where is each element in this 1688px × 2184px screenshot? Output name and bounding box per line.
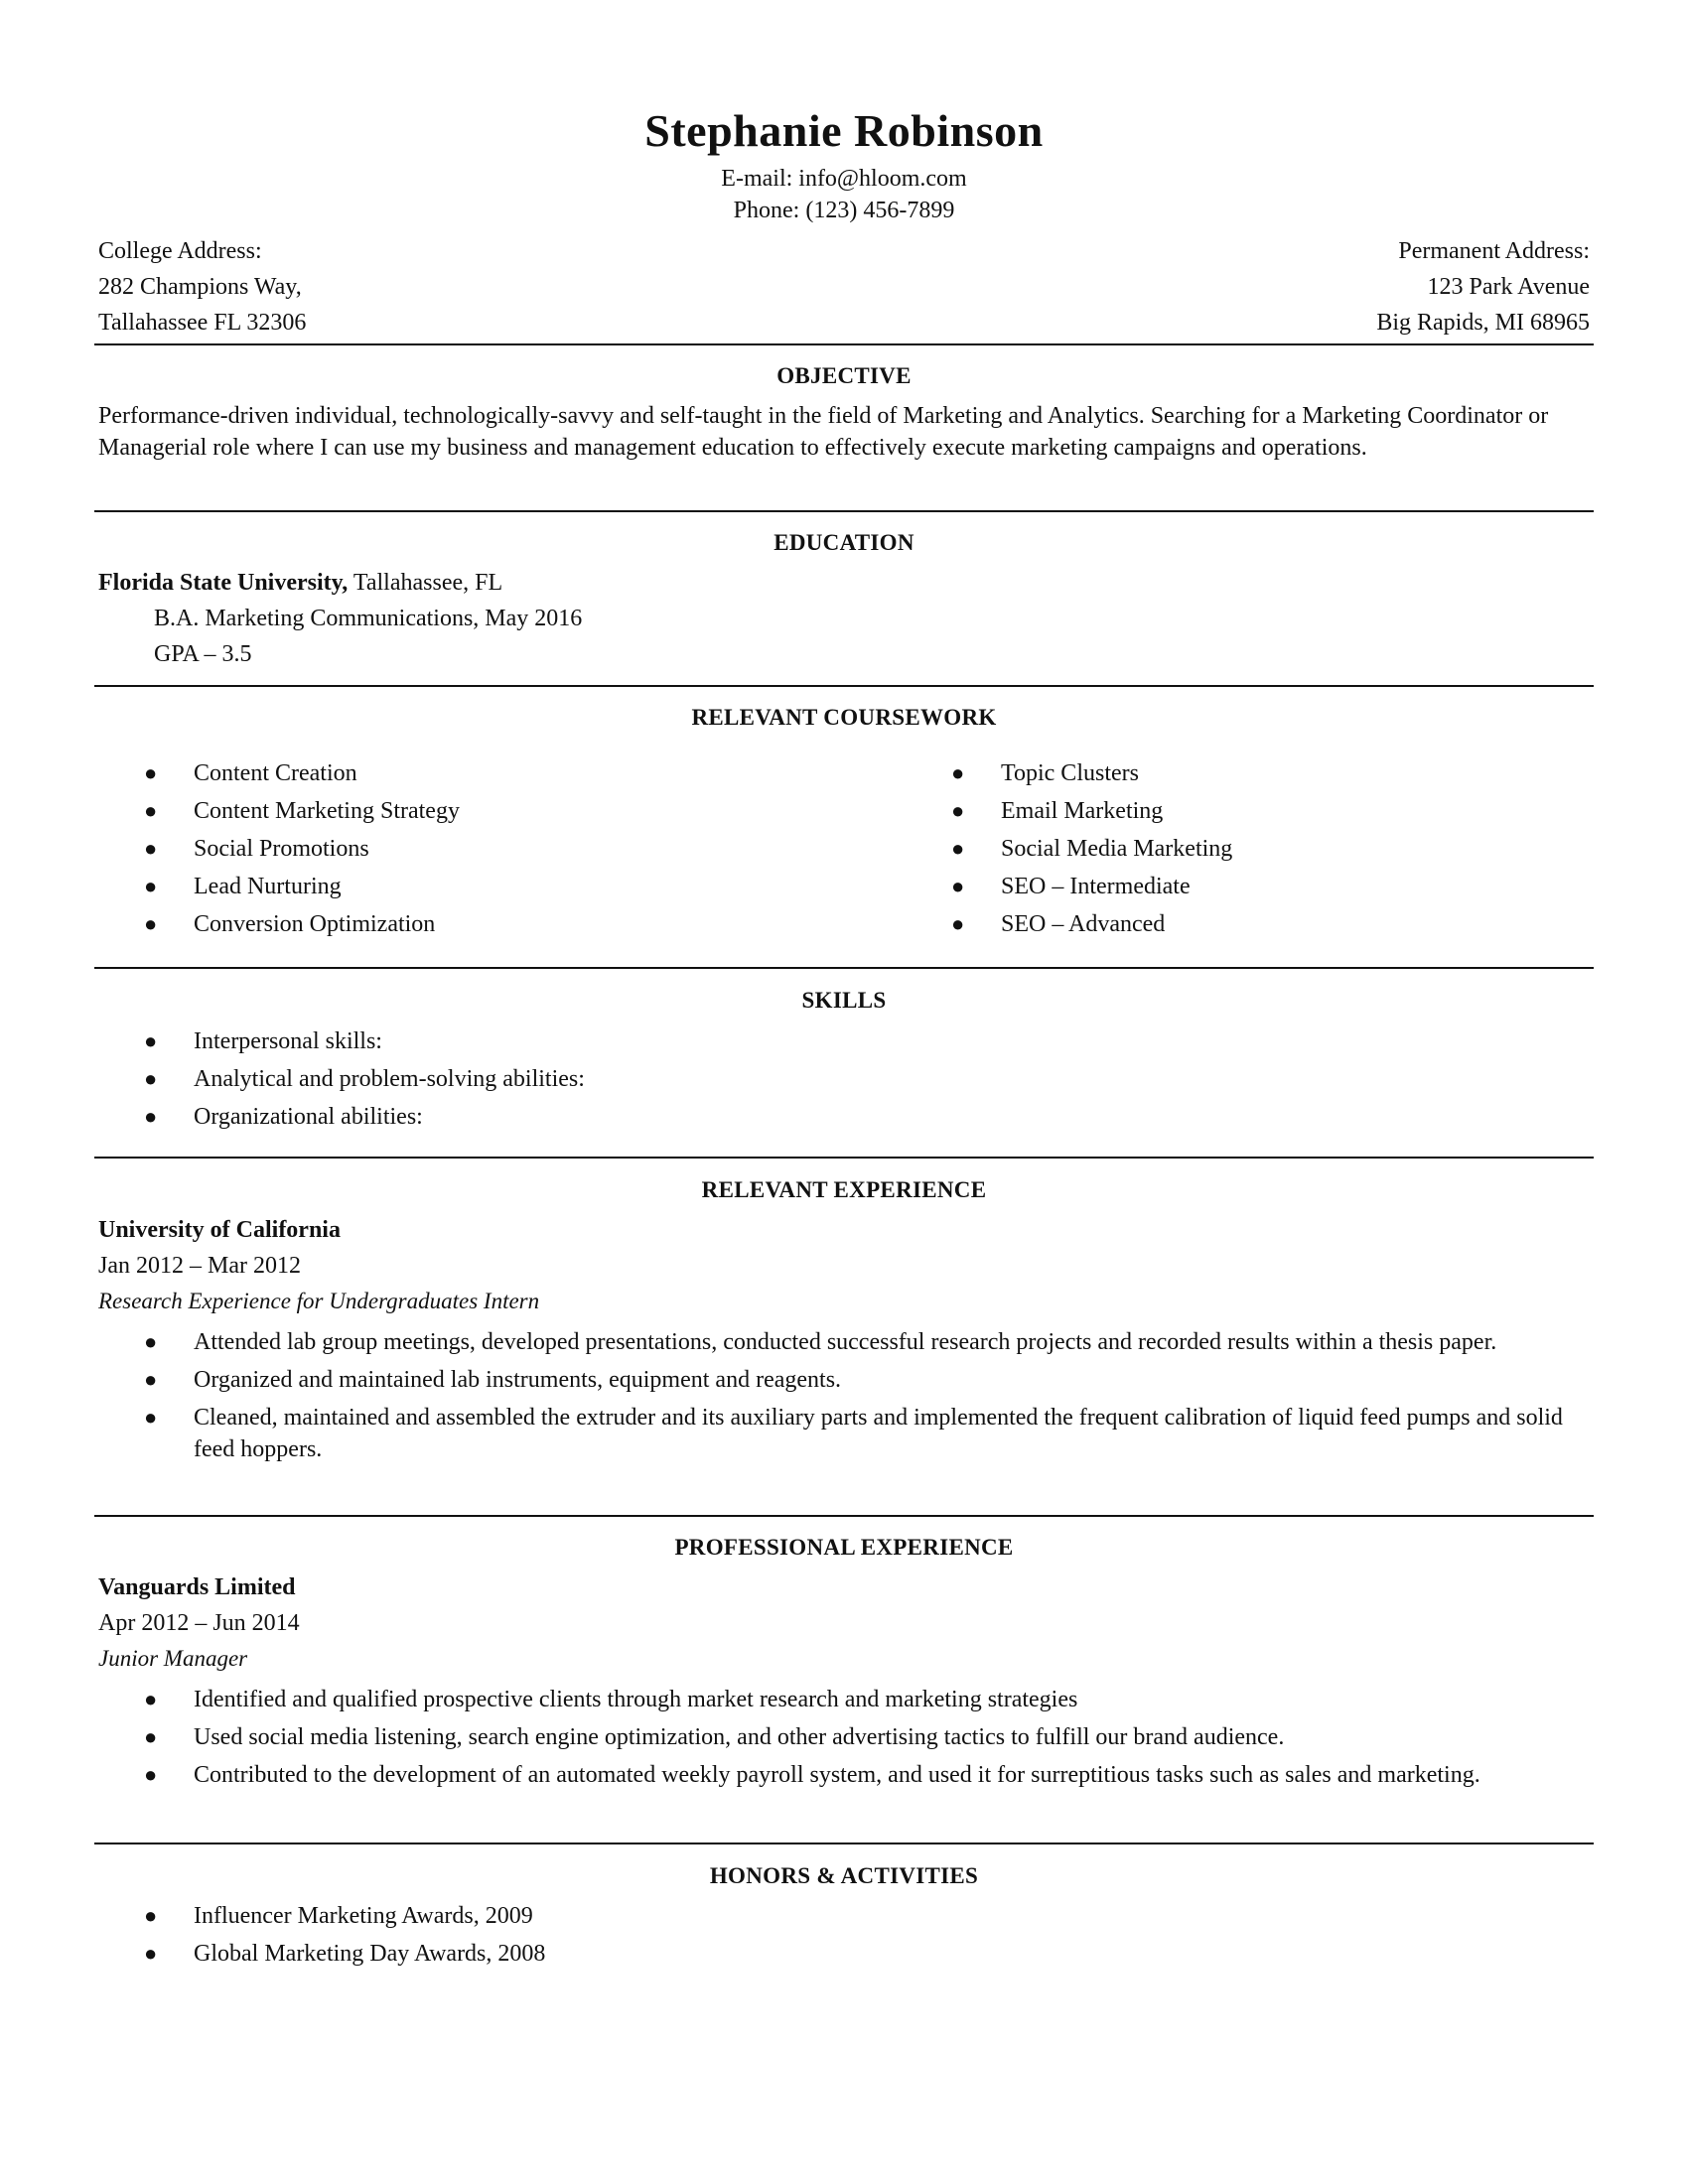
employment-dates: Jan 2012 – Mar 2012 <box>98 1253 301 1279</box>
objective-text: Performance-driven individual, technologically-savvy and self-taught in the field of Marketing and Analytics. Searching for a Marketing Coordinator or Managerial role where I can use my business and management education to effectively execute marketing campaigns and operations. <box>98 403 1549 461</box>
college-address <box>98 236 793 343</box>
honors-heading: HONORS & ACTIVITIES <box>709 1863 979 1888</box>
bullet-icon: ● <box>144 1329 158 1354</box>
bullet-icon: ● <box>144 1941 158 1966</box>
section-divider <box>94 343 1594 345</box>
employer-name: University of California <box>98 1217 341 1243</box>
permanent-address-label: Permanent Address: <box>1398 238 1590 264</box>
resume-page <box>94 0 1594 2184</box>
list-item: ● Lead Nurturing <box>144 874 342 899</box>
bullet-icon: ● <box>144 1687 158 1711</box>
bullet-icon: ● <box>144 1724 158 1749</box>
section-divider <box>94 1515 1594 1517</box>
permanent-address-city: Big Rapids, MI 68965 <box>1376 310 1590 336</box>
bullet-icon: ● <box>144 760 158 785</box>
professional-experience-bullets <box>94 1684 1564 1797</box>
bullet-icon: ● <box>951 874 965 898</box>
list-item: ● Analytical and problem-solving abilities: <box>144 1066 585 1092</box>
list-item: ● Content Marketing Strategy <box>144 798 460 824</box>
coursework-list-left <box>94 758 849 947</box>
list-item: ● SEO – Intermediate <box>951 874 1191 899</box>
list-item: ● Influencer Marketing Awards, 2009 <box>144 1903 533 1929</box>
professional-experience-header <box>98 1572 1588 1680</box>
college-address-street: 282 Champions Way, <box>98 274 302 300</box>
education-heading: EDUCATION <box>774 530 914 555</box>
college-address-city: Tallahassee FL 32306 <box>98 310 307 336</box>
list-item: ● SEO – Advanced <box>951 911 1166 937</box>
bullet-icon: ● <box>144 1066 158 1091</box>
coursework-list-right <box>902 758 1594 947</box>
school-name: Florida State University, <box>98 570 349 596</box>
bullet-icon: ● <box>951 798 965 823</box>
bullet-icon: ● <box>951 760 965 785</box>
bullet-icon: ● <box>144 798 158 823</box>
list-item: ● Cleaned, maintained and assembled the extruder and its auxiliary parts and implemented the frequent calibration of liquid feed pumps and solid feed hoppers. <box>94 1402 1564 1465</box>
list-item: ● Topic Clusters <box>951 760 1139 786</box>
college-address-label: College Address: <box>98 238 262 264</box>
list-item: ● Social Promotions <box>144 836 369 862</box>
relevant-experience-bullets <box>94 1326 1564 1471</box>
section-divider <box>94 967 1594 969</box>
list-item: ● Organized and maintained lab instruments, equipment and reagents. <box>94 1364 1564 1396</box>
honors-list <box>94 1901 1564 1977</box>
bullet-icon: ● <box>144 1762 158 1787</box>
phone-line: Phone: (123) 456-7899 <box>733 198 955 223</box>
list-item: ● Attended lab group meetings, developed presentations, conducted successful research projects and recorded results within a thesis paper. <box>94 1326 1564 1358</box>
list-item: ● Identified and qualified prospective clients through market research and marketing strategies <box>94 1684 1564 1715</box>
list-item: ● Content Creation <box>144 760 357 786</box>
coursework-heading: RELEVANT COURSEWORK <box>691 705 997 730</box>
employment-dates: Apr 2012 – Jun 2014 <box>98 1610 300 1636</box>
bullet-icon: ● <box>144 1903 158 1928</box>
permanent-address-street: 123 Park Avenue <box>1427 274 1590 300</box>
bullet-icon: ● <box>144 836 158 861</box>
section-divider <box>94 1157 1594 1159</box>
bullet-icon: ● <box>144 1104 158 1129</box>
bullet-icon: ● <box>144 874 158 898</box>
list-item: ● Interpersonal skills: <box>144 1028 382 1054</box>
education-block <box>98 568 1588 675</box>
list-item: ● Global Marketing Day Awards, 2008 <box>144 1941 546 1967</box>
list-item: ● Email Marketing <box>951 798 1164 824</box>
list-item: ● Social Media Marketing <box>951 836 1233 862</box>
professional-experience-heading: PROFESSIONAL EXPERIENCE <box>674 1535 1014 1560</box>
job-title: Junior Manager <box>98 1646 248 1671</box>
section-divider <box>94 1843 1594 1844</box>
objective-heading: OBJECTIVE <box>776 363 912 388</box>
degree: B.A. Marketing Communications, May 2016 <box>154 606 583 631</box>
employer-name: Vanguards Limited <box>98 1574 296 1600</box>
bullet-icon: ● <box>144 911 158 936</box>
list-item: ● Contributed to the development of an automated weekly payroll system, and used it for surreptitious tasks such as sales and marketing. <box>94 1759 1564 1791</box>
relevant-experience-header <box>98 1215 1588 1322</box>
bullet-icon: ● <box>144 1367 158 1392</box>
bullet-icon: ● <box>951 911 965 936</box>
school-location: Tallahassee, FL <box>348 570 503 596</box>
candidate-name: Stephanie Robinson <box>644 105 1044 156</box>
email-line: E-mail: info@hloom.com <box>721 166 967 192</box>
bullet-icon: ● <box>951 836 965 861</box>
skills-heading: SKILLS <box>801 988 887 1013</box>
list-item: ● Organizational abilities: <box>144 1104 423 1130</box>
bullet-icon: ● <box>144 1028 158 1053</box>
job-title: Research Experience for Undergraduates Intern <box>98 1289 540 1313</box>
bullet-icon: ● <box>144 1405 158 1430</box>
section-divider <box>94 510 1594 512</box>
permanent-address <box>895 236 1590 343</box>
section-divider <box>94 685 1594 687</box>
skills-list <box>94 1026 1564 1140</box>
list-item: ● Used social media listening, search engine optimization, and other advertising tactics to fulfill our brand audience. <box>94 1721 1564 1753</box>
list-item: ● Conversion Optimization <box>144 911 436 937</box>
relevant-experience-heading: RELEVANT EXPERIENCE <box>701 1177 987 1202</box>
gpa: GPA – 3.5 <box>154 641 252 667</box>
